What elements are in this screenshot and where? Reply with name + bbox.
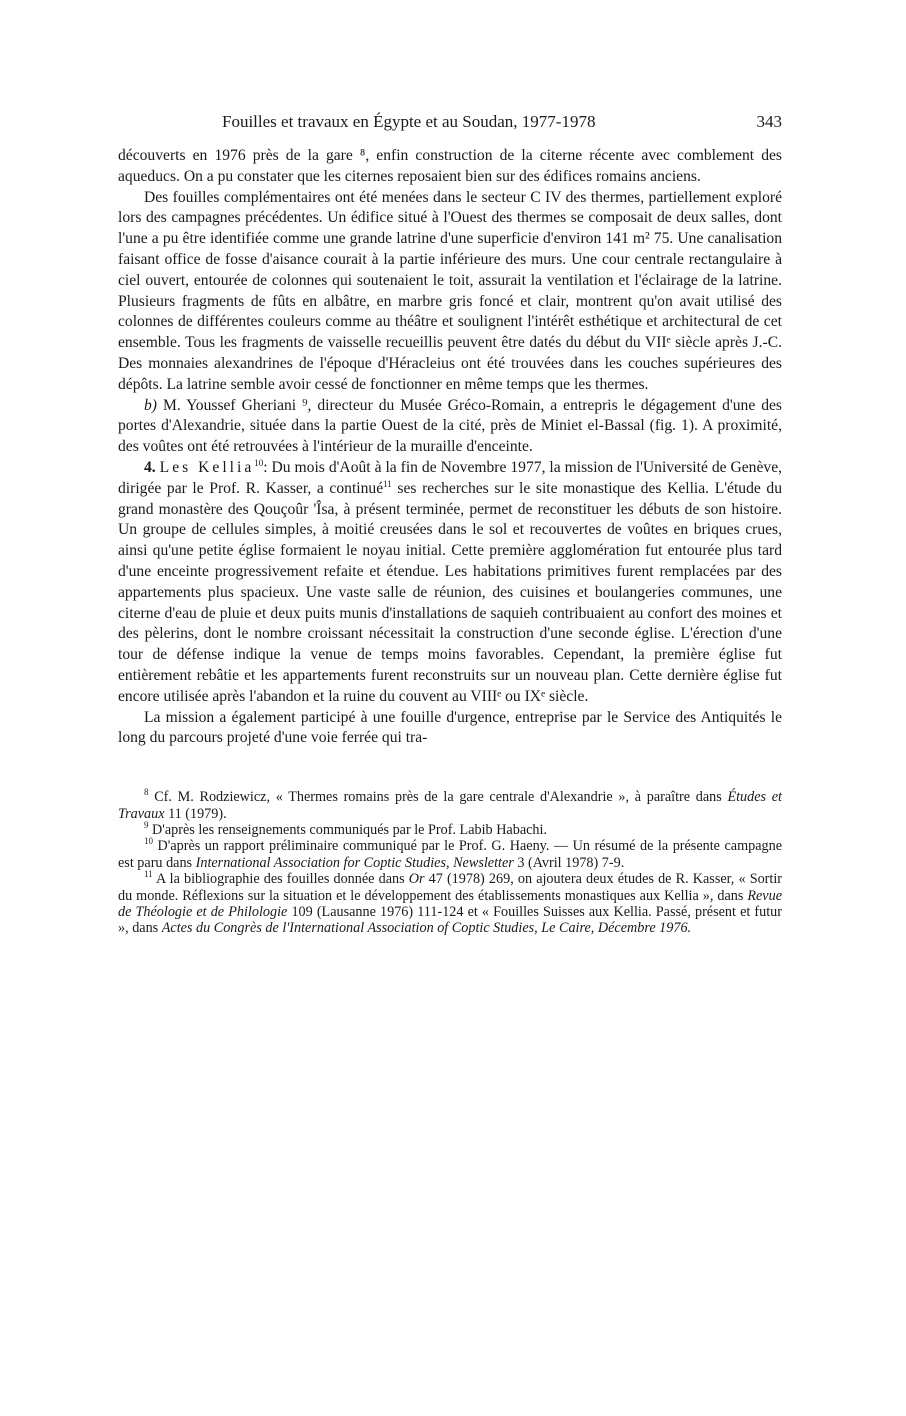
- footnote-9-number: 9: [144, 819, 149, 830]
- paragraph-4-text-b: ses recherches sur le site monastique des Kellia. L'étude du grand monastère des Qouçoûr 'Îsa, à présent terminée, permet de reconstituer les débuts de son histoire. Un groupe de cellules simples, à moitié creusées dans le sol et recouvertes de voûtes en briques crues, ainsi qu'une petite église formaient le noyau initial. Cette première agglomération fut entourée plus tard d'une enceinte progressivement refaite et étendue. Les habitations primitives furent remplacées par des appartements plus spacieux. Une vaste salle de réunion, des cuisines et boulangeries communes, une citerne d'eau de pluie et deux puits munis d'installations de saquieh contribuaient au confort des moines et des pèlerins, dont le nombre croissant nécessitait la construction d'une seconde église. L'érection d'une tour de défense indique la venue de temps moins favorables. Cependant, la première église fut entièrement rebâtie et les appartements furent reconstruits sur un nouveau plan. Cette dernière église fut encore utilisée après l'abandon et la ruine du couvent au VIIIᵉ ou IXᵉ siècle.: [118, 479, 783, 705]
- page: [118, 112, 782, 937]
- footnote-10-text-a: D'après un rapport préliminaire communiqué par le Prof. G. Haeny. — Un résumé de la présente campagne est paru dans: [118, 838, 782, 871]
- paragraph-4: [118, 458, 782, 708]
- footnote-ref-10: 10: [254, 457, 264, 468]
- section-label-b: b): [144, 396, 157, 414]
- running-title: Fouilles et travaux en Égypte et au Soudan, 1977-1978: [222, 112, 596, 131]
- footnote-10-title: International Association for Coptic Studies, Newsletter: [195, 854, 514, 871]
- footnote-10-text-b: 3 (Avril 1978) 7-9.: [513, 854, 625, 871]
- running-header: [222, 112, 782, 136]
- footnote-8: [118, 789, 782, 822]
- paragraph-2: Des fouilles complémentaires ont été menées dans le secteur C IV des thermes, partiellement exploré lors des campagnes précédentes. Un édifice situé à l'Ouest des thermes se composait de deux salles, dont l'une a pu être identifiée comme une grande latrine d'une superficie d'environ 141 m² 75. Une canalisation faisant office de fosse d'aisance courait à la partie inférieure des murs. Une cour centrale rectangulaire à ciel ouvert, entourée de colonnes qui soutenaient le toit, assurait la ventilation et l'éclairage de la latrine. Plusieurs fragments de fûts en albâtre, en marbre gris foncé et clair, montrent qu'on avait utilisé des colonnes de différentes couleurs comme au théâtre et soulignent l'intérêt esthétique et architectural de cet ensemble. Tous les fragments de vaisselle recueillis peuvent être datés du début du VIIᵉ siècle après J.-C. Des monnaies alexandrines de l'époque d'Héracleius ont été trouvées dans les couches supérieures des dépôts. La latrine semble avoir cessé de fonctionner en même temps que les thermes.: [118, 188, 782, 393]
- footnote-11-text-b: 47 (1978) 269, on ajoutera deux études de R. Kasser, « Sortir du monde. Réflexions sur la situation et le développement des établissements monastiques aux Kellia », dans: [118, 871, 783, 904]
- page-number: 343: [756, 112, 782, 131]
- footnote-11-title-1: Revue de Théologie et de Philologie: [118, 887, 782, 920]
- footnote-11-journal-or: Or: [408, 871, 425, 888]
- footnote-11-title-2: Actes du Congrès de l'International Association of Coptic Studies, Le Caire, Décembre 1976.: [161, 920, 692, 937]
- section-number-4: 4.: [144, 458, 156, 476]
- footnote-8-text-b: 11 (1979).: [164, 805, 227, 822]
- paragraph-3-text: M. Youssef Gheriani ⁹, directeur du Musée Gréco-Romain, a entrepris le dégagement d'une des portes d'Alexandrie, située dans la partie Ouest de la cité, près de Miniet el-Bassal (fig. 1). A proximité, des voûtes ont été retrouvées à l'intérieur de la muraille d'enceinte.: [118, 396, 782, 456]
- paragraph-5: La mission a également participé à une fouille d'urgence, entreprise par le Service des Antiquités le long du parcours projeté d'une voie ferrée qui tra-: [118, 708, 782, 747]
- footnote-10: [118, 838, 782, 871]
- footnote-11-text-a: A la bibliographie des fouilles donnée dans: [156, 871, 409, 888]
- body-text: [118, 146, 782, 749]
- footnote-9-text: D'après les renseignements communiqués par le Prof. Labib Habachi.: [152, 821, 548, 838]
- footnote-8-title: Études et Travaux: [118, 789, 783, 822]
- footnote-ref-11: 11: [383, 478, 392, 489]
- footnote-10-number: 10: [144, 836, 153, 847]
- section-heading-kellia: Les Kellia: [159, 458, 255, 476]
- footnote-8-number: 8: [144, 787, 149, 798]
- paragraph-4-text-a: : Du mois d'Août à la fin de Novembre 1977, la mission de l'Université de Genève, dirigée par le Prof. R. Kasser, a continué: [118, 458, 783, 497]
- footnote-11-number: 11: [144, 869, 153, 880]
- footnotes: [118, 789, 782, 937]
- footnote-11: [118, 871, 782, 937]
- paragraph-3: [118, 396, 782, 458]
- footnote-9: [118, 819, 782, 838]
- paragraph-1: découverts en 1976 près de la gare ⁸, enfin construction de la citerne récente avec comblement des aqueducs. On a pu constater que les citernes reposaient bien sur des édifices romains anciens.: [118, 147, 782, 185]
- footnote-8-text-a: Cf. M. Rodziewicz, « Thermes romains près de la gare centrale d'Alexandrie », à paraître dans: [154, 789, 728, 806]
- footnote-11-text-c: 109 (Lausanne 1976) 111-124 et « Fouilles Suisses aux Kellia. Passé, présent et futur », dans: [118, 903, 782, 937]
